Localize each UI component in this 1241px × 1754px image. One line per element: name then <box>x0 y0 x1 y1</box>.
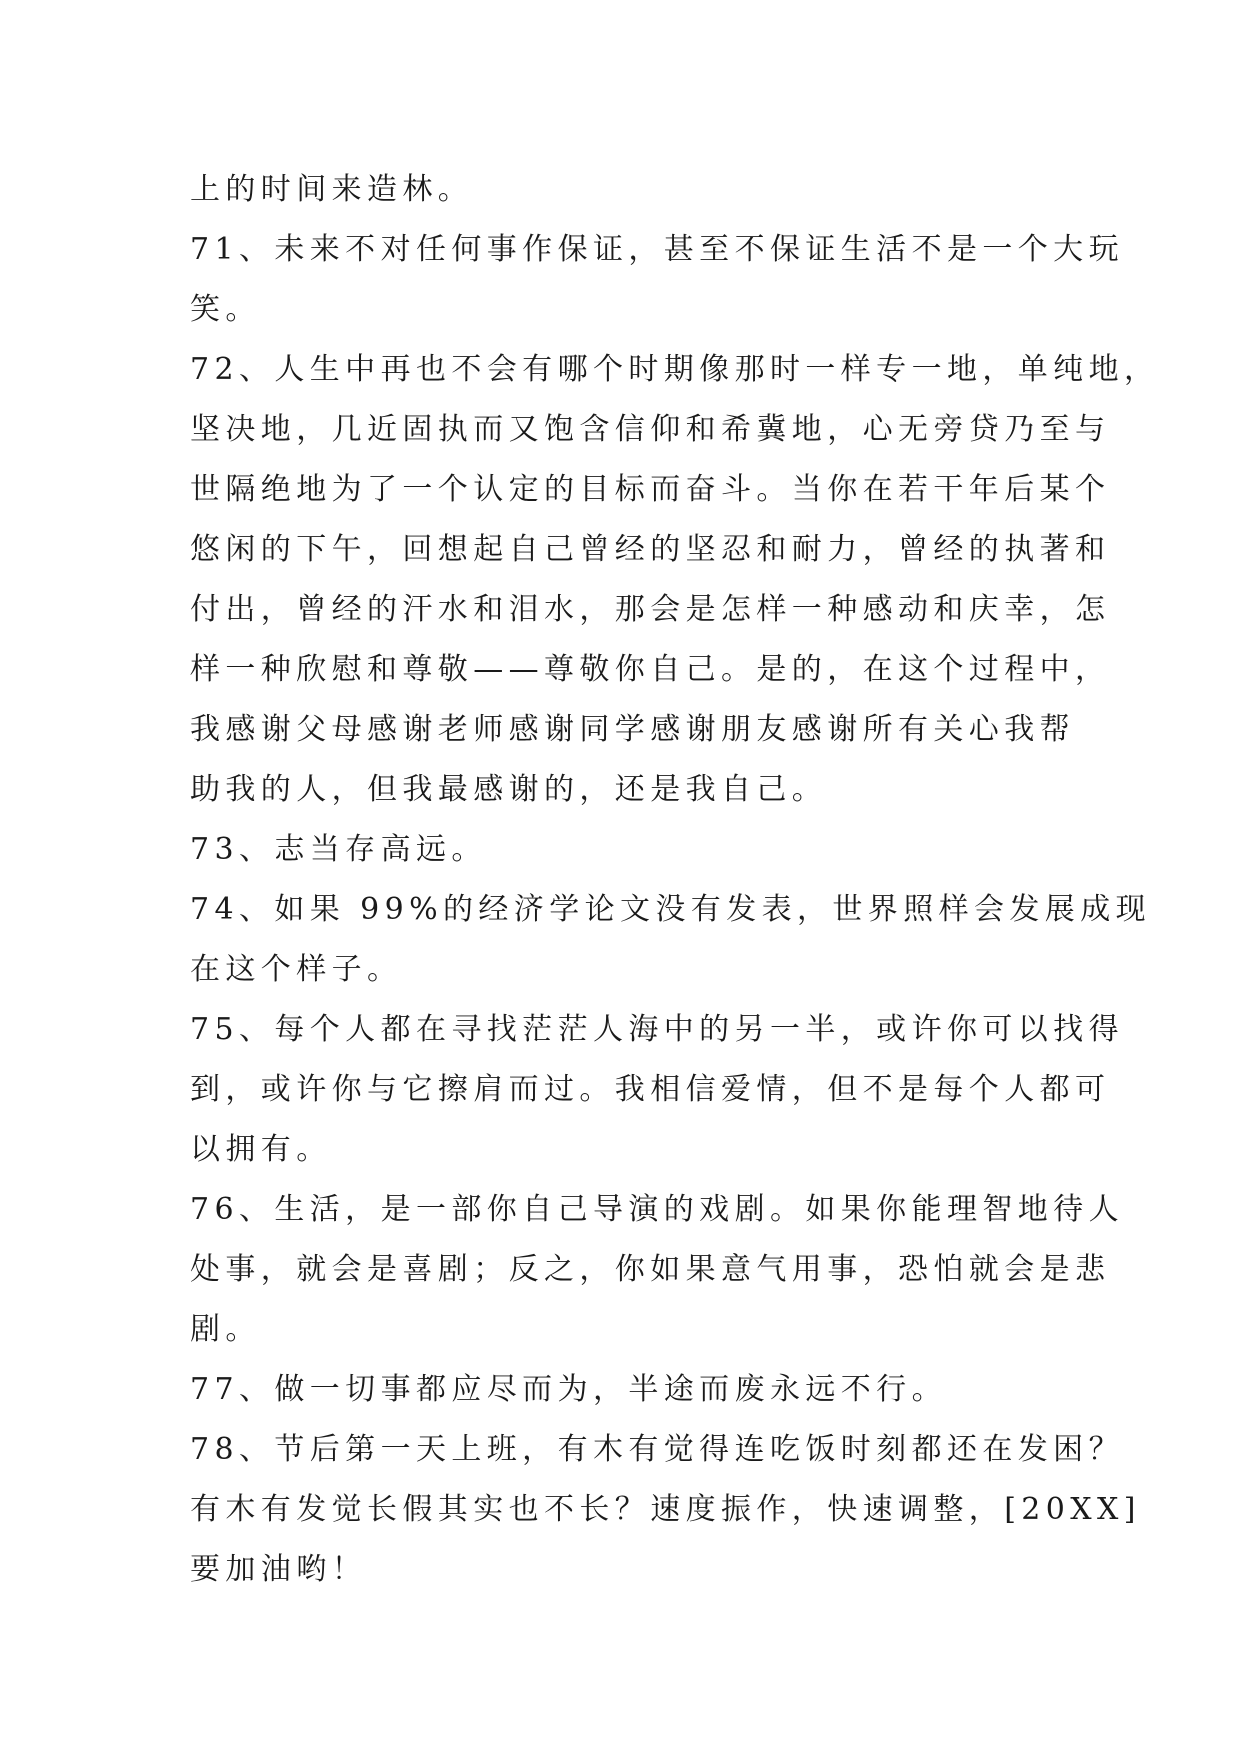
text-line: 剧。 <box>190 1312 261 1347</box>
text-line: 77、做一切事都应尽而为，半途而废永远不行。 <box>190 1372 947 1407</box>
text-line: 助我的人，但我最感谢的，还是我自己。 <box>190 772 828 807</box>
document-body <box>190 160 1160 1600</box>
text-line: 坚决地，几近固执而又饱含信仰和希冀地，心无旁贷乃至与 <box>190 412 1111 447</box>
text-line: 71、未来不对任何事作保证，甚至不保证生活不是一个大玩 <box>190 232 1124 267</box>
text-line: 到，或许你与它擦肩而过。我相信爱情，但不是每个人都可 <box>190 1072 1111 1107</box>
text-line: 在这个样子。 <box>190 952 403 987</box>
text-line: 73、志当存高远。 <box>190 832 487 867</box>
text-line: 75、每个人都在寻找茫茫人海中的另一半，或许你可以找得 <box>190 1012 1124 1047</box>
text-line: 有木有发觉长假其实也不长？速度振作，快速调整，[20XX] <box>190 1492 1141 1527</box>
text-line: 78、节后第一天上班，有木有觉得连吃饭时刻都还在发困？ <box>190 1432 1124 1467</box>
text-line: 悠闲的下午，回想起自己曾经的坚忍和耐力，曾经的执著和 <box>190 532 1111 567</box>
text-line: 笑。 <box>190 292 261 327</box>
text-line: 付出，曾经的汗水和泪水，那会是怎样一种感动和庆幸，怎 <box>190 592 1111 627</box>
text-line: 72、人生中再也不会有哪个时期像那时一样专一地，单纯地， <box>190 352 1160 387</box>
text-line: 世隔绝地为了一个认定的目标而奋斗。当你在若干年后某个 <box>190 472 1111 507</box>
text-line: 我感谢父母感谢老师感谢同学感谢朋友感谢所有关心我帮 <box>190 712 1075 747</box>
text-line: 76、生活，是一部你自己导演的戏剧。如果你能理智地待人 <box>190 1192 1124 1227</box>
text-line: 样一种欣慰和尊敬——尊敬你自己。是的，在这个过程中， <box>190 652 1111 687</box>
text-line: 上的时间来造林。 <box>190 172 474 207</box>
text-line: 74、如果 99%的经济学论文没有发表，世界照样会发展成现 <box>190 892 1151 927</box>
text-line: 处事，就会是喜剧；反之，你如果意气用事，恐怕就会是悲 <box>190 1252 1111 1287</box>
text-line: 以拥有。 <box>190 1132 332 1167</box>
text-line: 要加油哟！ <box>190 1552 367 1587</box>
